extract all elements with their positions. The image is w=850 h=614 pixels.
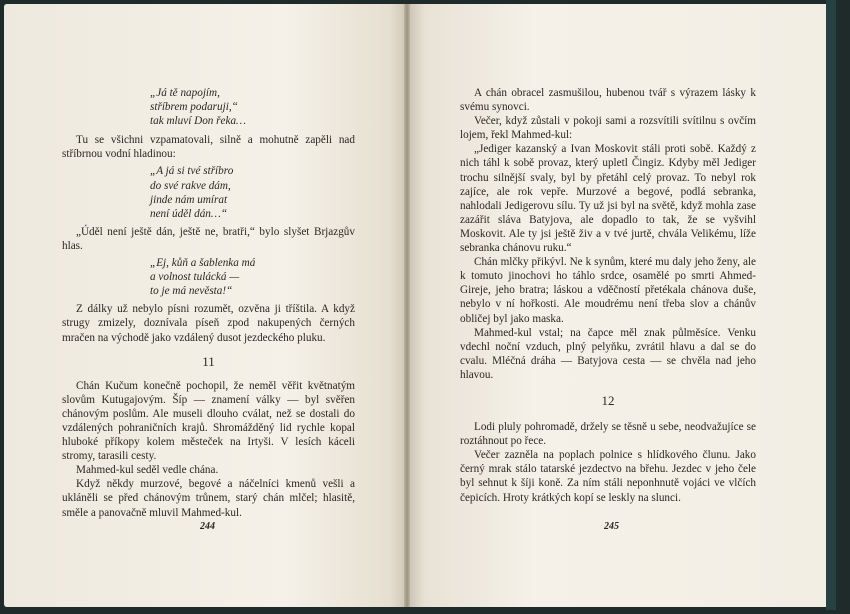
paragraph: A chán obracel zasmušilou, hubenou tvář s výrazem lásky k svému synovci. bbox=[460, 87, 756, 114]
verse-line: „Ej, kůň a šablenka má bbox=[150, 257, 256, 270]
book-cover-edge bbox=[826, 0, 836, 610]
verse-line: „A já si tvé stříbro bbox=[150, 165, 234, 178]
verse-line: není úděl dán…“ bbox=[150, 207, 228, 220]
verse-line: stříbrem podaruji,“ bbox=[150, 101, 238, 114]
verse-line: „Já tě napojím, bbox=[150, 87, 220, 99]
verse-line: a volnost tulácká — bbox=[150, 271, 240, 284]
left-page-text bbox=[62, 86, 355, 520]
paragraph: Večer zazněla na poplach polnice s hlídkového člunu. Jako černý mrak stálo tatarské jezdectvo na břehu. Jezdec v jeho čele byl sehnut k šíji koně. Za ním stáli neponhnutě vojáci ve vlčích čepicích. Hroty krátkých kopí se leskly na slunci. bbox=[460, 449, 756, 504]
verse-line: jinde nám umírat bbox=[150, 193, 228, 206]
page-number-right: 245 bbox=[604, 521, 619, 532]
paragraph: Tu se všichni vzpamatovali, silně a mohutně zapěli nad stříbrnou vodní hladinou: bbox=[62, 134, 355, 161]
paragraph: Večer, když zůstali v pokoji sami a rozsvítili svítilnu s ovčím lojem, řekl Mahmed-kul: bbox=[460, 115, 756, 142]
verse-2 bbox=[150, 164, 355, 220]
paragraph: Z dálky už nebylo písni rozumět, ozvěna ji tříštila. A když strugy zmizely, doznívala píseň zpod nakupených černých mračen na východě jako vzdálený dusot jezdeckého pluku. bbox=[62, 303, 355, 344]
paragraph: Lodi pluly pohromadě, držely se těsně u sebe, neodvažujíce se roztáhnout po řece. bbox=[460, 421, 756, 448]
verse-1 bbox=[150, 86, 355, 128]
paragraph: Chán Kučum konečně pochopil, že neměl věřit květnatým slovům Kutugajovým. Šíp — znamení války — byl svěřen chánovým poslům. Ale museli dlouho cválat, než se dostali do vzdálených pohraničních krajů. Shromážděný lid rychle kopal hluboké příkopy kolem městeček na Irtyši. V lesích káceli stromy, tarasili cesty. bbox=[62, 379, 355, 463]
book-spread bbox=[4, 4, 832, 607]
verse-line: do své rakve dám, bbox=[150, 179, 231, 192]
right-page-text bbox=[460, 86, 756, 505]
paragraph: Mahmed-kul vstal; na čapce měl znak půlměsíce. Venku vdechl noční vzduch, plný pelyňku, zvrátil hlavu a dal se do cvalu. Mléčná dráha — Batyjova cesta — se chvěla nad jeho hlavou. bbox=[460, 326, 756, 381]
paragraph: Mahmed-kul seděl vedle chána. bbox=[76, 464, 219, 477]
paragraph: „Jediger kazanský a Ivan Moskovit stáli proti sobě. Každý z nich táhl k sobě provaz, který upletl Čingiz. Kdyby měl Jediger trochu silnější svaly, byl by přetáhl celý provaz. To nebyl rok zajíce, ale rok vepře. Murzové a begové, podlá sebranka, nahlodali Jedigerovu sílu. Ty už jsi byl na světě, když mohla zase zazářit sláva Batyjova, ale dopadlo to tak, že se vyšvihl Moskovit. Ale ty jsi ještě živ a v tvé jurtě, chvála Velikému, líže sebranka chánovu ruku.“ bbox=[460, 143, 756, 255]
paragraph: Když někdy murzové, begové a náčelníci kmenů vešli a ukláněli se před chánovým trůnem, starý chán mlčel; hlasitě, směle a panovačně mluvil Mahmed-kul. bbox=[62, 478, 355, 519]
book-gutter bbox=[404, 4, 410, 607]
paragraph: „Úděl není ještě dán, ještě ne, bratři,“ bylo slyšet Brjazgův hlas. bbox=[62, 225, 355, 252]
page-number-left: 244 bbox=[200, 521, 215, 532]
verse-line: to je má nevěsta!“ bbox=[150, 285, 233, 298]
verse-3 bbox=[150, 256, 355, 298]
chapter-number: 12 bbox=[601, 392, 615, 408]
paragraph: Chán mlčky přikývl. Ne k synům, které mu daly jeho ženy, ale k tomuto jinochovi ho táhlo srdce, osamělé po smrti Ahmed-Gireje, jeho bratra; láskou a vděčností přetékala chánova duše, nebylo v ní hořkosti. Ale moudrému není třeba slov a chánův obličej byl jako maska. bbox=[460, 256, 756, 325]
verse-line: tak mluví Don řeka… bbox=[150, 115, 247, 128]
chapter-number: 11 bbox=[202, 353, 215, 369]
